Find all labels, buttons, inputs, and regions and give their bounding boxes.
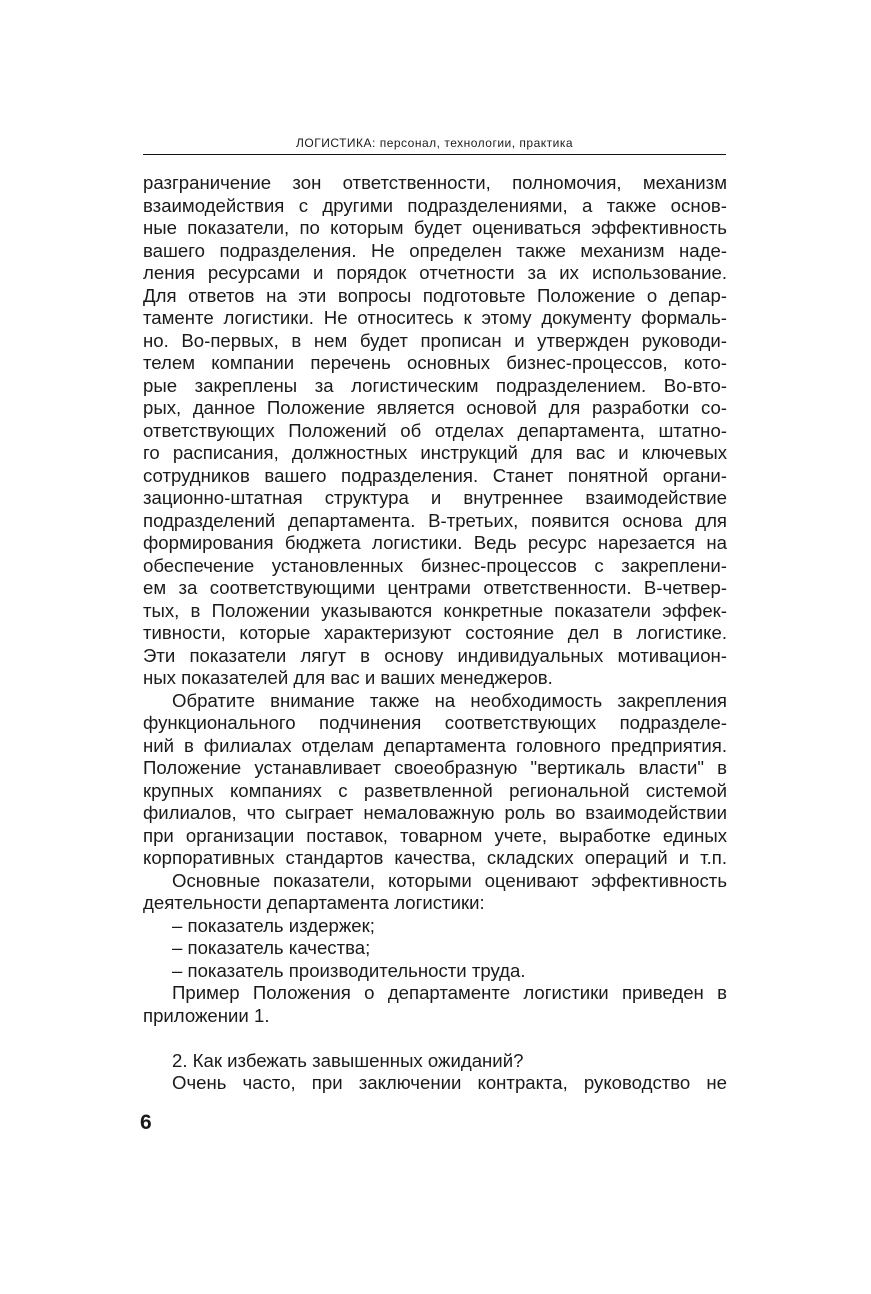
blank-line: [143, 1027, 727, 1050]
text-line: Очень часто, при заключении контракта, руководство не: [172, 1072, 727, 1093]
text-line: крупных компаниях с разветвленной региональной системой: [143, 779, 727, 801]
text-line: го расписания, должностных инструкций для вас и ключевых: [143, 442, 727, 463]
text-line: рых, данное Положение является основой для разработки со-: [143, 397, 727, 418]
text-line: рые закреплены за логистическим подразделением. Во-вто-: [143, 374, 727, 396]
text-line: тивности, которые характеризуют состояние дел в логистике.: [143, 622, 727, 643]
text-line: зационно-штатная структура и внутреннее взаимодействие: [143, 487, 727, 508]
text-line: подразделений департамента. В-третьих, появится основа для: [143, 509, 727, 531]
text-line: ем за соответствующими центрами ответственности. В-четвер-: [143, 577, 727, 598]
text-line: – показатель издержек;: [172, 914, 375, 936]
text-line: Обратите внимание также на необходимость закрепления: [172, 689, 727, 711]
text-line: ления ресурсами и порядок отчетности за их использование.: [143, 262, 727, 283]
text-line: Для ответов на эти вопросы подготовьте Положение о депар-: [143, 284, 727, 306]
text-line: корпоративных стандартов качества, складских операций и т.п.: [143, 847, 727, 868]
text-line: ответствующих Положений об отделах департамента, штатно-: [143, 419, 727, 441]
text-line: приложении 1.: [143, 1004, 270, 1026]
text-line: телем компании перечень основных бизнес-процессов, кото-: [143, 352, 727, 373]
text-line: Пример Положения о департаменте логистики приведен в: [172, 982, 727, 1003]
text-line: филиалов, что сыграет немаловажную роль во взаимодействии: [143, 802, 727, 823]
text-line: разграничение зон ответственности, полномочия, механизм: [143, 172, 727, 193]
text-line: ных показателей для вас и ваших менеджеров.: [143, 667, 553, 688]
text-line: вашего подразделения. Не определен также механизм наде-: [143, 239, 727, 261]
text-line: 2. Как избежать завышенных ожиданий?: [172, 1049, 524, 1071]
text-line: ные показатели, по которым будет оцениваться эффективность: [143, 217, 727, 238]
text-line: сотрудников вашего подразделения. Станет понятной органи-: [143, 464, 727, 486]
header-rule: [143, 154, 726, 155]
page-number: 6: [140, 1111, 152, 1134]
text-line: при организации поставок, товарном учете, выработке единых: [143, 824, 727, 846]
text-line: Положение устанавливает своеобразную "вертикаль власти" в: [143, 757, 727, 778]
text-line: обеспечение установленных бизнес-процессов с закреплени-: [143, 554, 727, 576]
text-line: формирования бюджета логистики. Ведь ресурс нарезается на: [143, 532, 727, 553]
text-line: – показатель качества;: [172, 937, 371, 958]
text-line: функционального подчинения соответствующих подразделе-: [143, 712, 727, 733]
text-line: – показатель производительности труда.: [172, 959, 526, 981]
text-line: тых, в Положении указываются конкретные показатели эффек-: [143, 599, 727, 621]
text-line: таменте логистики. Не относитесь к этому документу формаль-: [143, 307, 727, 328]
text-line: ний в филиалах отделам департамента головного предприятия.: [143, 734, 727, 756]
text-line: Основные показатели, которыми оценивают эффективность: [172, 869, 727, 891]
running-head: ЛОГИСТИКА: персонал, технологии, практика: [295, 136, 574, 150]
text-line: деятельности департамента логистики:: [143, 892, 485, 913]
text-line: Эти показатели лягут в основу индивидуальных мотивацион-: [143, 644, 727, 666]
text-line: взаимодействия с другими подразделениями, а также основ-: [143, 194, 727, 216]
body-text: [143, 172, 727, 1095]
text-line: но. Во-первых, в нем будет прописан и утвержден руководи-: [143, 329, 727, 351]
